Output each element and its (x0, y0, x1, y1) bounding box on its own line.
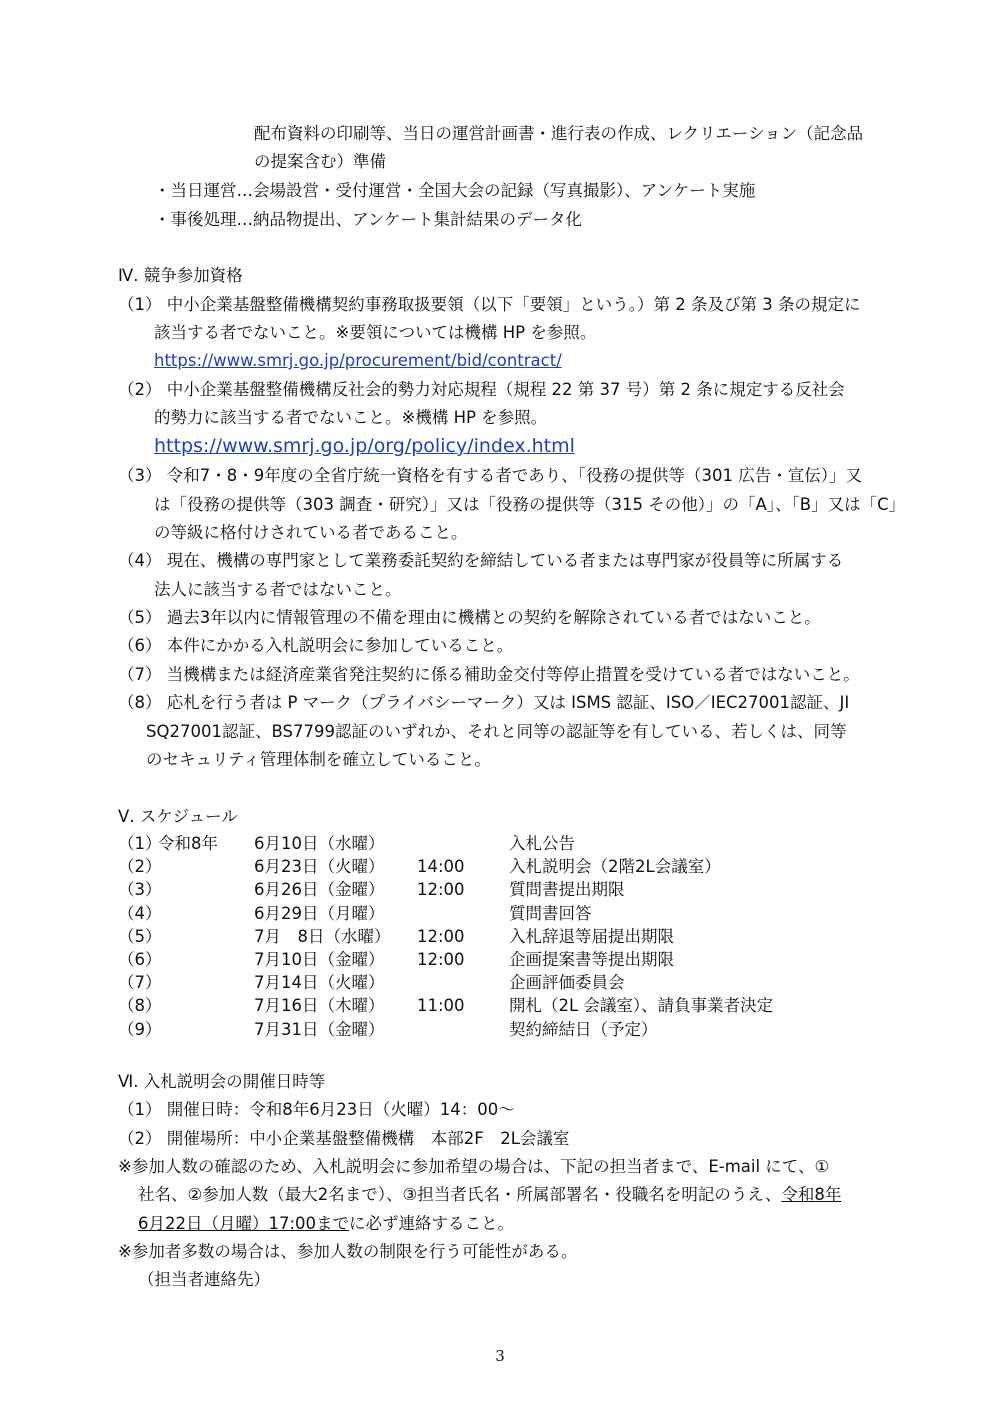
briefing-note-text: に必ず連絡すること。 (349, 1214, 515, 1233)
task-line: ・事後処理…納品物提出、アンケート集計結果のデータ化 (154, 210, 583, 229)
schedule-no: （6） (118, 950, 162, 969)
page-number: 3 (495, 1347, 505, 1365)
briefing-note-text: 社名、②参加人数（最大2名まで）、③担当者氏名・所属部署名・役職名を明記のうえ、 (138, 1185, 782, 1204)
schedule-event: 開札（2L 会議室）、請負事業者決定 (509, 996, 774, 1016)
qualification-item: は「役務の提供等（303 調査・研究）」又は「役務の提供等（315 その他）」の「A」、「B」又は「C」 (154, 495, 906, 514)
schedule-time: 12:00 (417, 880, 465, 900)
schedule-date: 6月29日（月曜） (254, 903, 385, 923)
qualification-item: 該当する者でないこと。※要領については機構 HP を参照。 (154, 323, 597, 342)
qualification-item: のセキュリティ管理体制を確立していること。 (146, 750, 491, 769)
schedule-event: 契約締結日（予定） (509, 1019, 658, 1039)
policy-link[interactable]: https://www.smrj.go.jp/org/policy/index.html (154, 435, 575, 457)
deadline-text: 令和8年 (781, 1185, 842, 1204)
schedule-date: 7月 8日（水曜） (254, 926, 391, 946)
schedule-no: （9） (118, 1019, 162, 1039)
schedule-date: 6月10日（水曜） (254, 834, 385, 853)
qualification-item: 的勢力に該当する者でないこと。※機構 HP を参照。 (154, 408, 548, 427)
schedule-era: 令和8年 (158, 834, 218, 853)
qualification-item: の等級に格付けされている者であること。 (154, 523, 468, 542)
contact-heading: （担当者連絡先） (138, 1270, 270, 1289)
qualification-item: （8） 応札を行う者は P マーク（プライバシーマーク）又は ISMS 認証、ISO／IEC27001認証、JI (118, 693, 850, 712)
briefing-note (138, 1183, 841, 1207)
schedule-no: （3） (118, 880, 162, 900)
schedule-no: （7） (118, 973, 162, 993)
qualification-item: （4） 現在、機構の専門家として業務委託契約を締結している者または専門家が役員等に所属する (118, 551, 844, 570)
schedule-time: 11:00 (417, 996, 465, 1016)
schedule-date: 7月31日（金曜） (254, 1019, 385, 1039)
task-line: の提案含む）準備 (254, 152, 386, 171)
schedule-event: 質問書回答 (509, 903, 592, 923)
schedule-no: （4） (118, 903, 162, 923)
schedule-date: 7月14日（火曜） (254, 973, 385, 993)
schedule-event: 入札辞退等届提出期限 (509, 926, 674, 946)
qualification-item: （2） 中小企業基盤整備機構反社会的勢力対応規程（規程 22 第 37 号）第 2 条に規定する反社会 (118, 380, 845, 399)
task-line: ・当日運営…会場設営・受付運営・全国大会の記録（写真撮影）、アンケート実施 (154, 181, 756, 200)
qualification-item: 法人に該当する者ではないこと。 (154, 580, 402, 599)
schedule-date: 6月23日（火曜） (254, 857, 385, 877)
section-heading: Ⅴ. スケジュール (118, 807, 238, 826)
schedule-event: 企画提案書等提出期限 (509, 950, 674, 969)
qualification-item: SQ27001認証、BS7799認証のいずれか、それと同等の認証等を有している、若しくは、同等 (146, 722, 847, 741)
schedule-event: 企画評価委員会 (509, 973, 625, 993)
contract-rules-link[interactable]: https://www.smrj.go.jp/procurement/bid/contract/ (154, 351, 562, 370)
schedule-event: 入札公告 (509, 834, 575, 853)
section-heading: Ⅵ. 入札説明会の開催日時等 (118, 1072, 326, 1091)
briefing-note: ※参加人数の確認のため、入札説明会に参加希望の場合は、下記の担当者まで、E-mail にて、① (118, 1157, 830, 1176)
schedule-date: 7月10日（金曜） (254, 950, 385, 969)
deadline-text: 6月22日（月曜）17:00まで (138, 1214, 350, 1233)
qualification-item: （6） 本件にかかる入札説明会に参加していること。 (118, 636, 514, 655)
schedule-time: 12:00 (417, 926, 465, 946)
schedule-event: 質問書提出期限 (509, 880, 625, 900)
briefing-item: （1） 開催日時：令和8年6月23日（火曜）14：00～ (118, 1100, 515, 1119)
schedule-no: （8） (118, 996, 162, 1016)
section-heading: Ⅳ. 競争参加資格 (118, 266, 243, 285)
schedule-date: 6月26日（金曜） (254, 880, 385, 900)
briefing-note (138, 1212, 514, 1236)
schedule-no: （1） (118, 834, 162, 853)
schedule-time: 14:00 (417, 857, 465, 877)
schedule-time: 12:00 (417, 950, 465, 969)
qualification-item: （5） 過去3年以内に情報管理の不備を理由に機構との契約を解除されている者ではないこと。 (118, 608, 821, 627)
qualification-item: （7） 当機構または経済産業省発注契約に係る補助金交付等停止措置を受けている者ではないこと。 (118, 665, 860, 684)
schedule-no: （5） (118, 926, 162, 946)
schedule-event: 入札説明会（2階2L会議室） (509, 857, 721, 877)
briefing-note: ※参加者多数の場合は、参加人数の制限を行う可能性がある。 (118, 1242, 578, 1261)
task-line: 配布資料の印刷等、当日の運営計画書・進行表の作成、レクリエーション（記念品 (254, 124, 864, 143)
schedule-no: （2） (118, 857, 162, 877)
schedule-date: 7月16日（木曜） (254, 996, 385, 1016)
briefing-item: （2） 開催場所：中小企業基盤整備機構 本部2F 2L会議室 (118, 1129, 570, 1148)
qualification-item: （1） 中小企業基盤整備機構契約事務取扱要領（以下「要領」という。）第 2 条及び第 3 条の規定に (118, 295, 861, 314)
qualification-item: （3） 令和7・8・9年度の全省庁統一資格を有する者であり、「役務の提供等（301 広告・宣伝）」又 (118, 466, 862, 485)
